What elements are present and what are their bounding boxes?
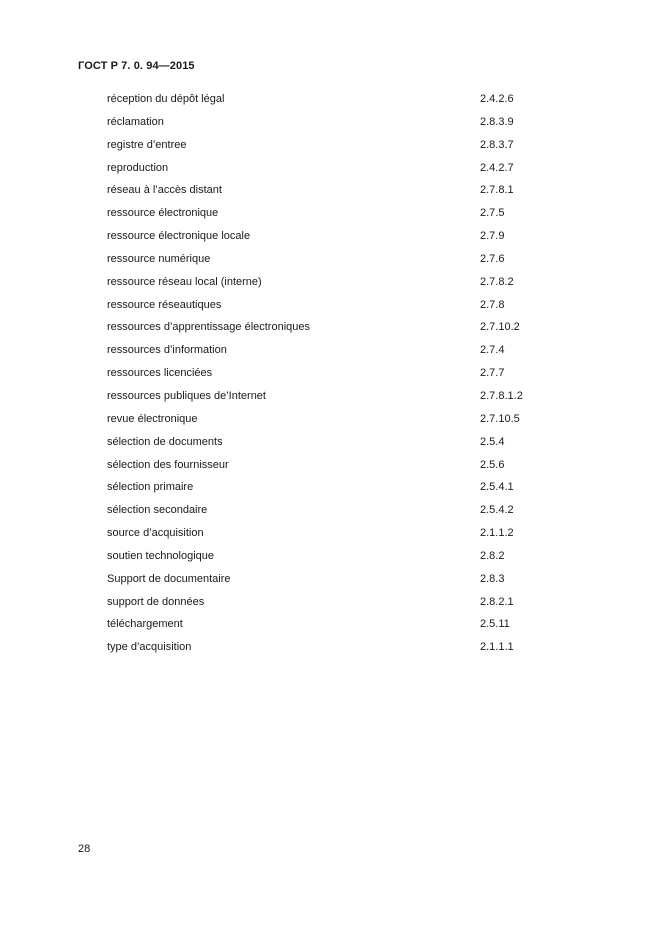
index-term: sélection primaire	[107, 481, 194, 494]
index-entry	[107, 297, 567, 320]
index-term: ressources d’apprentissage électroniques	[107, 321, 311, 334]
index-entry	[107, 571, 567, 594]
index-term: revue électronique	[107, 412, 198, 425]
index-reference: 2.8.2	[480, 549, 505, 562]
index-entry	[107, 525, 567, 548]
index-term: ressource électronique locale	[107, 230, 251, 243]
index-entry	[107, 594, 567, 617]
index-reference: 2.7.6	[480, 252, 505, 265]
index-reference: 2.5.4.1	[480, 481, 514, 494]
index-reference: 2.5.4.2	[480, 504, 514, 517]
index-reference: 2.5.11	[480, 618, 510, 631]
index-reference: 2.7.8.1.2	[480, 389, 523, 402]
index-term: soutien technologique	[107, 549, 215, 562]
index-reference: 2.5.4	[480, 435, 505, 448]
index-term: réseau à l’accès distant	[107, 184, 222, 197]
index-reference: 2.4.2.6	[480, 93, 514, 105]
index-entry	[107, 228, 567, 251]
index-term: ressources d’information	[107, 344, 227, 357]
index-entry	[107, 114, 567, 137]
index-reference: 2.8.3.7	[480, 138, 514, 151]
index-term: ressource réseau local (interne)	[107, 275, 262, 288]
index-entry	[107, 319, 567, 342]
index-reference: 2.4.2.7	[480, 161, 514, 174]
index-term: reproduction	[107, 161, 169, 174]
index-reference: 2.7.9	[480, 230, 505, 243]
index-entry	[107, 205, 567, 228]
index-term: réception du dépôt légal	[107, 93, 225, 105]
index-reference: 2.7.10.2	[480, 321, 520, 334]
index-reference: 2.7.5	[480, 207, 505, 220]
index-entry	[107, 479, 567, 502]
index-term: sélection des fournisseur	[107, 458, 229, 471]
index-reference: 2.1.1.1	[480, 641, 514, 654]
index-term: registre d’entree	[107, 138, 187, 151]
index-term: ressource électronique	[107, 207, 219, 220]
index-term: support de données	[107, 595, 205, 608]
page-number: 28	[78, 843, 91, 855]
index-entry	[107, 91, 567, 114]
index-reference: 2.8.3	[480, 572, 505, 585]
index-entry	[107, 137, 567, 160]
index-entry	[107, 616, 567, 639]
index-entry	[107, 251, 567, 274]
index-term: ressource réseautiques	[107, 298, 222, 311]
index-term: Support de documentaire	[107, 572, 231, 585]
index-entry	[107, 639, 567, 662]
index-reference: 2.8.3.9	[480, 115, 514, 128]
index-reference: 2.7.8.2	[480, 275, 514, 288]
index-entry	[107, 434, 567, 457]
index-term: téléchargement	[107, 618, 183, 631]
index-reference: 2.7.4	[480, 344, 505, 357]
index-reference: 2.7.8	[480, 298, 505, 311]
index-term: ressources publiques de’Internet	[107, 389, 266, 402]
index-entry	[107, 411, 567, 434]
index-entry	[107, 388, 567, 411]
index-term: source d’acquisition	[107, 527, 204, 540]
index-term: sélection de documents	[107, 435, 223, 448]
index-reference: 2.7.10.5	[480, 412, 520, 425]
index-term: ressource numérique	[107, 252, 211, 265]
index-reference: 2.8.2.1	[480, 595, 514, 608]
index-entry	[107, 342, 567, 365]
index-reference: 2.7.8.1	[480, 184, 514, 197]
term-index-list	[107, 91, 567, 662]
index-reference: 2.1.1.2	[480, 527, 514, 540]
index-term: réclamation	[107, 115, 164, 128]
page-header-standard: ГОСТ Р 7. 0. 94—2015	[78, 60, 195, 72]
index-entry	[107, 160, 567, 183]
index-entry	[107, 502, 567, 525]
index-entry	[107, 548, 567, 571]
index-entry	[107, 457, 567, 480]
index-reference: 2.7.7	[480, 367, 505, 380]
index-entry	[107, 182, 567, 205]
index-entry	[107, 365, 567, 388]
index-term: sélection secondaire	[107, 504, 208, 517]
index-entry	[107, 274, 567, 297]
index-reference: 2.5.6	[480, 458, 505, 471]
index-term: type d’acquisition	[107, 641, 192, 654]
index-term: ressources licenciées	[107, 367, 213, 380]
